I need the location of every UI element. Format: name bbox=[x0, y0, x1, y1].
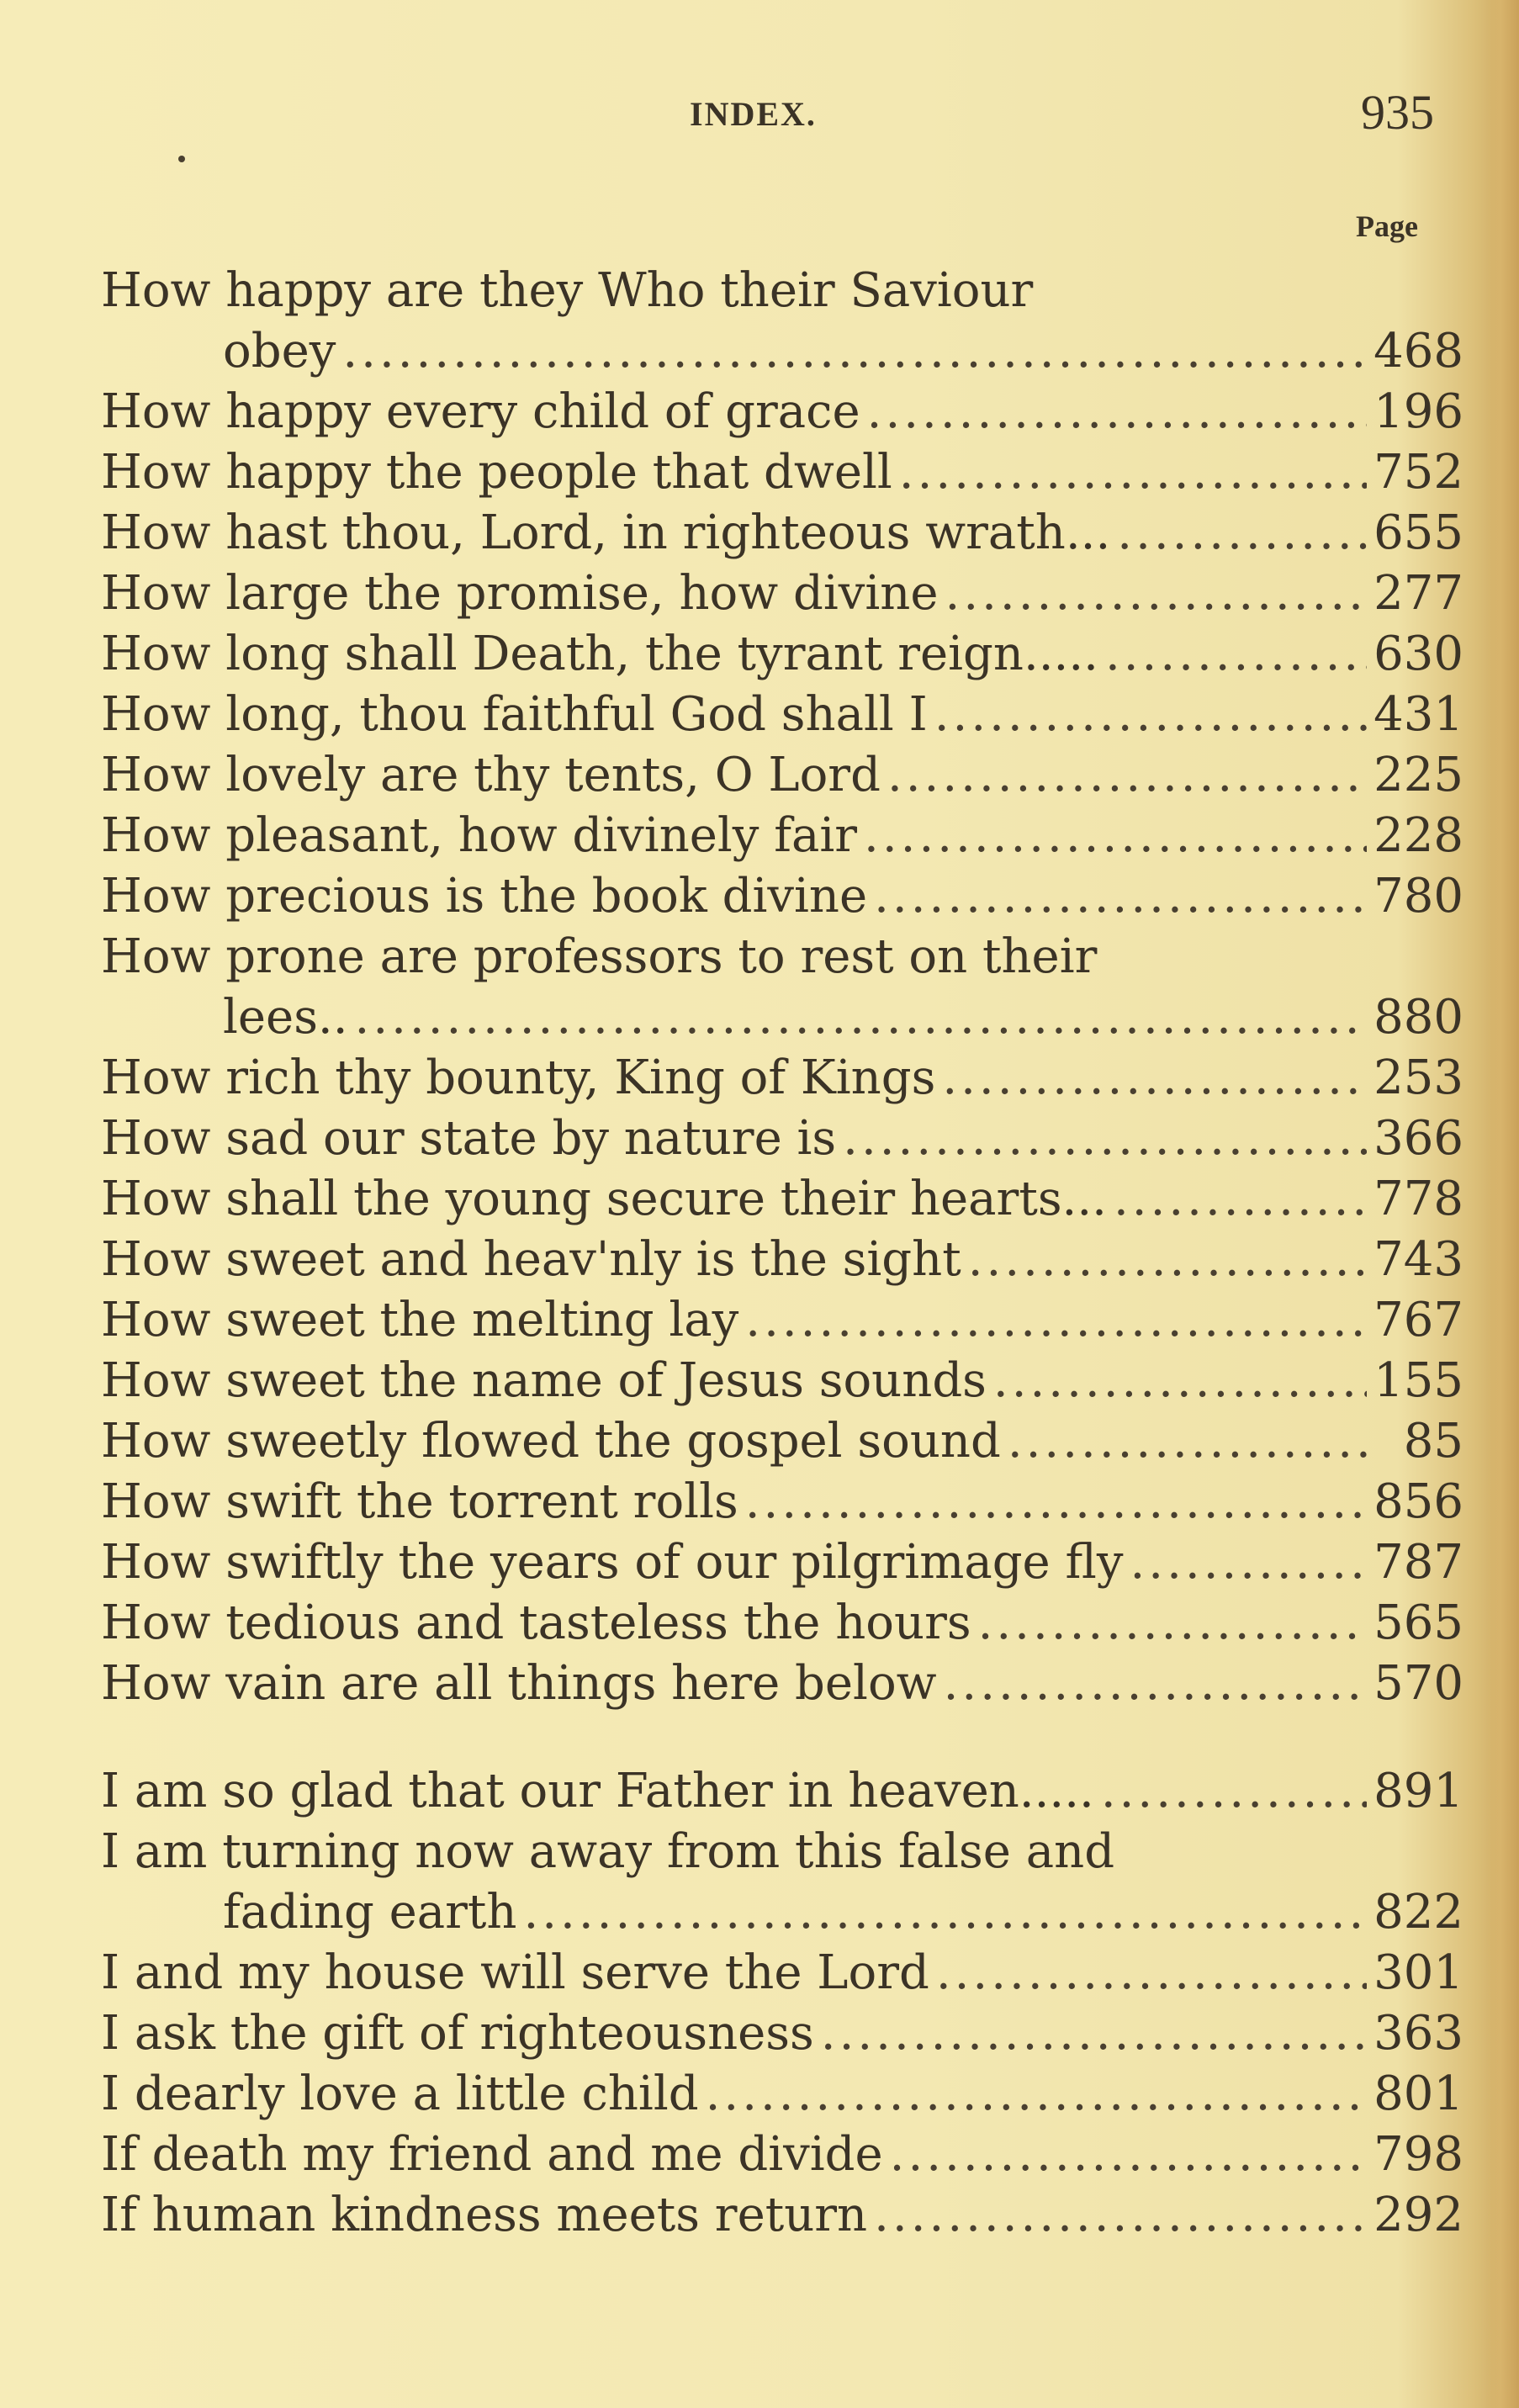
entry-page-number: 431 bbox=[1373, 687, 1463, 742]
entry-line bbox=[101, 1882, 1463, 1943]
index-entry bbox=[101, 1230, 1463, 1290]
index-entry bbox=[101, 1593, 1463, 1654]
dot-leader bbox=[342, 321, 1367, 382]
index-entry bbox=[101, 1654, 1463, 1714]
section-gap bbox=[101, 1714, 1463, 1761]
dot-leader bbox=[890, 2125, 1367, 2185]
dot-leader bbox=[978, 1593, 1368, 1654]
entry-line bbox=[101, 866, 1463, 927]
entry-page-number: 880 bbox=[1373, 990, 1463, 1045]
entry-page-number: 225 bbox=[1373, 748, 1463, 802]
dot-leader bbox=[843, 1109, 1367, 1169]
entry-page-number: 570 bbox=[1373, 1656, 1463, 1711]
entry-title-line: How happy the people that dwell bbox=[101, 445, 892, 500]
dot-leader bbox=[942, 1048, 1367, 1109]
entry-page-number: 468 bbox=[1373, 324, 1463, 378]
entry-title-line: How vain are all things here below bbox=[101, 1656, 937, 1711]
entry-line bbox=[101, 624, 1463, 685]
dot-leader bbox=[945, 564, 1368, 624]
index-entry bbox=[101, 382, 1463, 442]
dot-leader bbox=[745, 1290, 1367, 1351]
entry-title-line: How sad our state by nature is bbox=[101, 1111, 837, 1166]
entry-page-number: 891 bbox=[1373, 1764, 1463, 1818]
index-entry bbox=[101, 624, 1463, 685]
entry-title-line: How hast thou, Lord, in righteous wrath... bbox=[101, 505, 1111, 560]
dot-leader bbox=[355, 987, 1368, 1048]
dot-leader bbox=[934, 685, 1367, 745]
entry-title-line: How shall the young secure their hearts... bbox=[101, 1172, 1107, 1226]
entry-line bbox=[101, 745, 1463, 806]
entry-page-number: 196 bbox=[1373, 384, 1463, 439]
index-entry bbox=[101, 1169, 1463, 1230]
index-entry bbox=[101, 1411, 1463, 1472]
entry-page-number: 787 bbox=[1373, 1535, 1463, 1590]
entry-title-line: I ask the gift of righteousness bbox=[101, 2006, 814, 2061]
dot-leader bbox=[523, 1882, 1367, 1943]
entry-page-number: 155 bbox=[1373, 1353, 1463, 1408]
dot-leader bbox=[874, 2185, 1367, 2246]
entry-line bbox=[101, 2125, 1463, 2185]
entry-line bbox=[101, 1593, 1463, 1654]
entry-line bbox=[101, 321, 1463, 382]
entry-page-number: 292 bbox=[1373, 2188, 1463, 2242]
entry-page-number: 655 bbox=[1373, 505, 1463, 560]
entry-title-line: How precious is the book divine bbox=[101, 869, 868, 924]
index-entry bbox=[101, 261, 1463, 382]
entry-line bbox=[101, 1472, 1463, 1532]
index-entry bbox=[101, 442, 1463, 503]
index-entry bbox=[101, 2003, 1463, 2064]
index-entry bbox=[101, 1822, 1463, 1943]
entry-title-line: How swiftly the years of our pilgrimage fly bbox=[101, 1535, 1124, 1590]
index-entry bbox=[101, 1351, 1463, 1411]
entry-page-number: 277 bbox=[1373, 566, 1463, 621]
entry-title-line: I am so glad that our Father in heaven..... bbox=[101, 1764, 1094, 1818]
entry-page-number: 228 bbox=[1373, 808, 1463, 863]
dot-leader bbox=[874, 866, 1367, 927]
index-entry bbox=[101, 2185, 1463, 2246]
index-entry bbox=[101, 564, 1463, 624]
entry-title-line: How swift the torrent rolls bbox=[101, 1474, 738, 1529]
entry-page-number: 780 bbox=[1373, 869, 1463, 924]
entry-page-number: 767 bbox=[1373, 1293, 1463, 1347]
index-entry bbox=[101, 1532, 1463, 1593]
index-entry bbox=[101, 1109, 1463, 1169]
dot-leader bbox=[1101, 1761, 1367, 1822]
dot-leader bbox=[867, 382, 1367, 442]
entry-page-number: 822 bbox=[1373, 1885, 1463, 1940]
entry-page-number: 798 bbox=[1373, 2127, 1463, 2182]
index-entry bbox=[101, 866, 1463, 927]
entry-page-number: 565 bbox=[1373, 1596, 1463, 1650]
entry-title-line: I am turning now away from this false and bbox=[101, 1824, 1115, 1879]
entry-line bbox=[101, 1654, 1463, 1714]
index-entry bbox=[101, 2064, 1463, 2125]
entry-line bbox=[101, 685, 1463, 745]
entry-title-line: How prone are professors to rest on their bbox=[101, 929, 1098, 984]
entry-title-line: How rich thy bounty, King of Kings bbox=[101, 1051, 936, 1105]
index-entries bbox=[101, 261, 1463, 2246]
index-entry bbox=[101, 1943, 1463, 2003]
entry-page-number: 743 bbox=[1373, 1232, 1463, 1287]
entry-line bbox=[101, 1532, 1463, 1593]
dot-leader bbox=[1117, 503, 1367, 564]
dot-leader bbox=[887, 745, 1367, 806]
entry-page-number: 363 bbox=[1373, 2006, 1463, 2061]
dot-leader bbox=[968, 1230, 1367, 1290]
dot-leader bbox=[936, 1943, 1367, 2003]
index-entry bbox=[101, 745, 1463, 806]
index-entry bbox=[101, 1472, 1463, 1532]
index-entry bbox=[101, 1761, 1463, 1822]
entry-line bbox=[101, 1230, 1463, 1290]
entry-line bbox=[101, 987, 1463, 1048]
dot-leader bbox=[745, 1472, 1367, 1532]
entry-title-line: How long shall Death, the tyrant reign..... bbox=[101, 627, 1098, 681]
entry-page-number: 778 bbox=[1373, 1172, 1463, 1226]
dot-leader bbox=[821, 2003, 1367, 2064]
entry-title-line: How lovely are thy tents, O Lord bbox=[101, 748, 881, 802]
dot-leader bbox=[993, 1351, 1367, 1411]
entry-title-line: How long, thou faithful God shall I bbox=[101, 687, 928, 742]
entry-page-number: 752 bbox=[1373, 445, 1463, 500]
index-entry bbox=[101, 1290, 1463, 1351]
entry-title-line: How sweet the melting lay bbox=[101, 1293, 739, 1347]
entry-line bbox=[101, 1169, 1463, 1230]
entry-line bbox=[101, 1290, 1463, 1351]
page-edge bbox=[1485, 0, 1519, 2408]
index-entry bbox=[101, 927, 1463, 1048]
index-entry bbox=[101, 503, 1463, 564]
entry-title-line: I dearly love a little child bbox=[101, 2067, 699, 2121]
dot-leader bbox=[944, 1654, 1368, 1714]
entry-title-line: I and my house will serve the Lord bbox=[101, 1945, 929, 2000]
entry-line bbox=[101, 2064, 1463, 2125]
dot-leader bbox=[706, 2064, 1368, 2125]
entry-title-line: How happy are they Who their Saviour bbox=[101, 263, 1034, 318]
entry-page-number: 856 bbox=[1373, 1474, 1463, 1529]
entry-title-line: If death my friend and me divide bbox=[101, 2127, 883, 2182]
entry-line bbox=[101, 1351, 1463, 1411]
entry-page-number: 253 bbox=[1373, 1051, 1463, 1105]
entry-line bbox=[101, 806, 1463, 866]
entry-line bbox=[101, 1943, 1463, 2003]
dot-leader bbox=[864, 806, 1367, 866]
dot-leader bbox=[1114, 1169, 1367, 1230]
entry-line bbox=[101, 2003, 1463, 2064]
dot-leader bbox=[899, 442, 1367, 503]
entry-title-line: fading earth bbox=[223, 1885, 517, 1940]
entry-line bbox=[101, 2185, 1463, 2246]
entry-line bbox=[101, 564, 1463, 624]
entry-line bbox=[101, 382, 1463, 442]
entry-page-number: 366 bbox=[1373, 1111, 1463, 1166]
entry-page-number: 630 bbox=[1373, 627, 1463, 681]
entry-line bbox=[101, 503, 1463, 564]
index-entry bbox=[101, 2125, 1463, 2185]
dot-leader bbox=[1008, 1411, 1376, 1472]
entry-page-number: 301 bbox=[1373, 1945, 1463, 2000]
entry-page-number: 85 bbox=[1403, 1414, 1463, 1469]
index-entry bbox=[101, 685, 1463, 745]
entry-title-line: obey bbox=[223, 324, 336, 378]
entry-title-line: How sweet and heav'nly is the sight bbox=[101, 1232, 961, 1287]
page-column-heading: Page bbox=[1356, 209, 1418, 243]
entry-line bbox=[101, 1109, 1463, 1169]
entry-page-number: 801 bbox=[1373, 2067, 1463, 2121]
dot-leader bbox=[1105, 624, 1367, 685]
entry-line bbox=[101, 1761, 1463, 1822]
entry-title-line: How tedious and tasteless the hours bbox=[101, 1596, 971, 1650]
dot-leader bbox=[1130, 1532, 1367, 1593]
page-number: 935 bbox=[1361, 85, 1434, 140]
entry-title-line: lees.. bbox=[223, 990, 348, 1045]
entry-line bbox=[101, 1411, 1463, 1472]
entry-title-line: How sweet the name of Jesus sounds bbox=[101, 1353, 987, 1408]
entry-line bbox=[101, 442, 1463, 503]
entry-title-line: How pleasant, how divinely fair bbox=[101, 808, 858, 863]
entry-line bbox=[101, 1048, 1463, 1109]
running-header-title: INDEX. bbox=[690, 95, 817, 133]
entry-title-line: If human kindness meets return bbox=[101, 2188, 868, 2242]
ink-dot bbox=[178, 156, 185, 162]
index-entry bbox=[101, 1048, 1463, 1109]
index-entry bbox=[101, 806, 1463, 866]
entry-title-line: How sweetly flowed the gospel sound bbox=[101, 1414, 1001, 1469]
entry-title-line: How large the promise, how divine bbox=[101, 566, 939, 621]
entry-title-line: How happy every child of grace bbox=[101, 384, 860, 439]
